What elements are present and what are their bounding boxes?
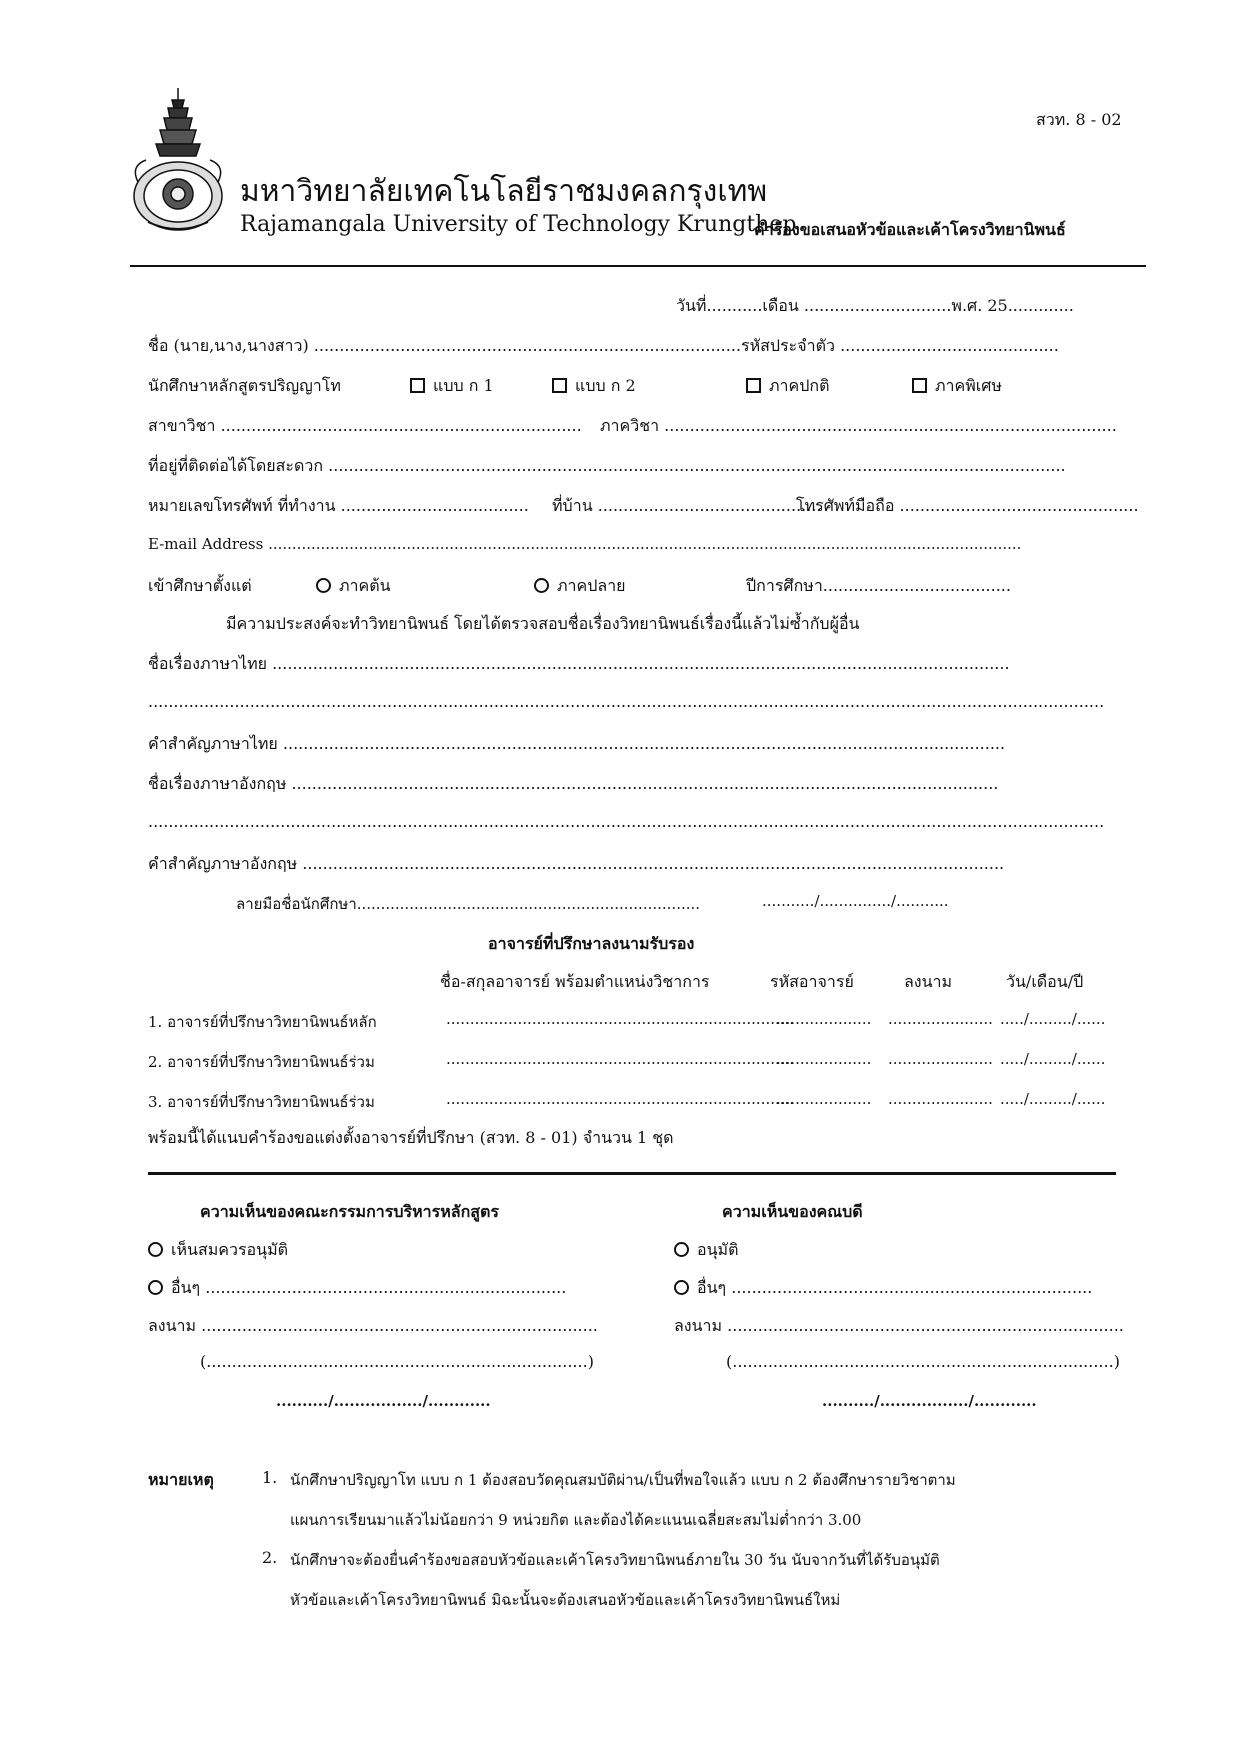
advisor-row-name: ......................................................................... xyxy=(446,1050,795,1068)
advisor-row-date: ...../........./...... xyxy=(1000,1050,1106,1068)
advisors-col-code: รหัสอาจารย์ xyxy=(770,972,854,991)
major-line: สาขาวิชา ....................................................................... xyxy=(148,416,582,435)
title-en-line: ชื่อเรื่องภาษาอังกฤษ ........................................................................................................................................... xyxy=(148,774,999,793)
note-1-number: 1. xyxy=(262,1468,278,1487)
advisor-row-code: .................... xyxy=(776,1010,872,1028)
phone-mobile-line: โทรศัพท์มือถือ ............................................... xyxy=(796,496,1139,515)
university-name-th: มหาวิทยาลัยเทคโนโลยีราชมงคลกรุงเทพ xyxy=(240,174,768,209)
attachment-note: พร้อมนี้ได้แนบคำร้องขอแต่งตั้งอาจารย์ที่ปรึกษา (สวท. 8 - 01) จำนวน 1 ชุด xyxy=(148,1128,674,1147)
note-2-line-2: หัวข้อและเค้าโครงวิทยานิพนธ์ มิฉะนั้นจะต้องเสนอหัวข้อและเค้าโครงวิทยานิพนธ์ใหม่ xyxy=(290,1591,841,1609)
dean-option-other[interactable]: อื่นๆ ....................................................................... xyxy=(674,1276,1092,1301)
program-option-regular[interactable]: ภาคปกติ xyxy=(746,374,829,399)
radio-dean-approve[interactable] xyxy=(674,1242,689,1257)
student-signature-line: ลายมือชื่อนักศึกษา........................................................................ xyxy=(236,895,701,913)
advisor-row-sign: ...................... xyxy=(888,1090,993,1108)
radio-first-semester[interactable] xyxy=(316,578,331,593)
advisor-row-name: ......................................................................... xyxy=(446,1010,795,1028)
committee-option-approve[interactable]: เห็นสมควรอนุมัติ xyxy=(148,1238,288,1263)
university-seal-logo xyxy=(128,86,228,234)
phone-home-line: ที่บ้าน ............................................ xyxy=(552,496,822,515)
section-divider xyxy=(148,1172,1116,1175)
advisors-heading: อาจารย์ที่ปรึกษาลงนามรับรอง xyxy=(488,934,695,953)
enroll-option-first[interactable]: ภาคต้น xyxy=(316,574,391,599)
checkbox-a2[interactable] xyxy=(552,378,567,393)
student-date-line: .........../.............../........... xyxy=(762,892,949,910)
dean-heading: ความเห็นของคณบดี xyxy=(722,1202,863,1221)
advisor-row-label: 3. อาจารย์ที่ปรึกษาวิทยานิพนธ์ร่วม xyxy=(148,1093,375,1111)
advisor-row-sign: ...................... xyxy=(888,1050,993,1068)
date-line: วันที่...........เดือน .............................พ.ศ. 25............. xyxy=(676,296,1074,315)
enroll-option-second[interactable]: ภาคปลาย xyxy=(534,574,626,599)
phone-work-line: หมายเลขโทรศัพท์ ที่ทำงาน ..................................... xyxy=(148,496,529,515)
enroll-label: เข้าศึกษาตั้งแต่ xyxy=(148,576,252,595)
checkbox-regular[interactable] xyxy=(746,378,761,393)
academic-year-line: ปีการศึกษา..................................... xyxy=(746,576,1011,595)
checkbox-a1[interactable] xyxy=(410,378,425,393)
address-line: ที่อยู่ที่ติดต่อได้โดยสะดวก ................................................................................................................................................. xyxy=(148,456,1066,475)
advisors-col-sign: ลงนาม xyxy=(904,972,953,991)
notes-label: หมายเหตุ xyxy=(148,1470,214,1489)
header-divider xyxy=(130,265,1146,267)
program-label: นักศึกษาหลักสูตรปริญญาโท xyxy=(148,376,341,395)
name-line: ชื่อ (นาย,นาง,นางสาว) ....................................................................................รหัสประจำตัว ........................................... xyxy=(148,336,1059,355)
advisor-row-sign: ...................... xyxy=(888,1010,993,1028)
form-code: สวท. 8 - 02 xyxy=(1036,110,1122,129)
email-line: E-mail Address .............................................................................................................................................................. xyxy=(148,535,1022,553)
committee-sign-line: ลงนาม .............................................................................. xyxy=(148,1316,598,1335)
committee-date-line: ........../................./............ xyxy=(276,1392,491,1410)
title-th-line: ชื่อเรื่องภาษาไทย ................................................................................................................................................. xyxy=(148,654,1010,673)
note-2-number: 2. xyxy=(262,1548,278,1567)
note-1-line-2: แผนการเรียนมาแล้วไม่น้อยกว่า 9 หน่วยกิต และต้องได้คะแนนเฉลี่ยสะสมไม่ต่ำกว่า 3.00 xyxy=(290,1511,862,1529)
intent-statement: มีความประสงค์จะทำวิทยานิพนธ์ โดยได้ตรวจสอบชื่อเรื่องวิทยานิพนธ์เรื่องนี้แล้วไม่ซ้ำกับผู้อื่น xyxy=(226,614,860,633)
radio-committee-other[interactable] xyxy=(148,1280,163,1295)
advisor-row-name: ......................................................................... xyxy=(446,1090,795,1108)
dean-sign-line: ลงนาม .............................................................................. xyxy=(674,1316,1124,1335)
note-2-line-1: นักศึกษาจะต้องยื่นคำร้องขอสอบหัวข้อและเค้าโครงวิทยานิพนธ์ภายใน 30 วัน นับจากวันที่ได้รับอนุมัติ xyxy=(290,1551,940,1569)
program-option-special[interactable]: ภาคพิเศษ xyxy=(912,374,1002,399)
advisor-row-label: 2. อาจารย์ที่ปรึกษาวิทยานิพนธ์ร่วม xyxy=(148,1053,375,1071)
advisor-row-code: .................... xyxy=(776,1090,872,1108)
radio-second-semester[interactable] xyxy=(534,578,549,593)
advisor-row-date: ...../........./...... xyxy=(1000,1010,1106,1028)
program-option-a1[interactable]: แบบ ก 1 xyxy=(410,374,494,399)
radio-committee-approve[interactable] xyxy=(148,1242,163,1257)
advisor-row-date: ...../........./...... xyxy=(1000,1090,1106,1108)
department-line: ภาควิชา ......................................................................................... xyxy=(600,416,1117,435)
committee-option-other[interactable]: อื่นๆ ....................................................................... xyxy=(148,1276,566,1301)
advisor-row-label: 1. อาจารย์ที่ปรึกษาวิทยานิพนธ์หลัก xyxy=(148,1013,377,1031)
note-1-line-1: นักศึกษาปริญญาโท แบบ ก 1 ต้องสอบวัดคุณสมบัติผ่าน/เป็นที่พอใจแล้ว แบบ ก 2 ต้องศึกษารายวิชาตาม xyxy=(290,1471,956,1489)
advisors-col-name: ชื่อ-สกุลอาจารย์ พร้อมตำแหน่งวิชาการ xyxy=(440,972,710,991)
committee-name-line: (...........................................................................) xyxy=(200,1352,594,1371)
checkbox-special[interactable] xyxy=(912,378,927,393)
title-th-continuation: ............................................................................................................................................................................................ xyxy=(148,692,1105,711)
advisors-col-date: วัน/เดือน/ปี xyxy=(1006,972,1084,991)
title-en-continuation: ............................................................................................................................................................................................ xyxy=(148,812,1105,831)
dean-option-approve[interactable]: อนุมัติ xyxy=(674,1238,738,1263)
radio-dean-other[interactable] xyxy=(674,1280,689,1295)
dean-date-line: ........../................./............ xyxy=(822,1392,1037,1410)
committee-heading: ความเห็นของคณะกรรมการบริหารหลักสูตร xyxy=(200,1202,500,1221)
advisor-row-code: .................... xyxy=(776,1050,872,1068)
university-name-en: Rajamangala University of Technology Krungthep xyxy=(240,212,797,237)
form-title: คำร้องขอเสนอหัวข้อและเค้าโครงวิทยานิพนธ์ xyxy=(754,220,1066,239)
keywords-th-line: คำสำคัญภาษาไทย .............................................................................................................................................. xyxy=(148,734,1006,753)
dean-name-line: (...........................................................................) xyxy=(726,1352,1120,1371)
keywords-en-line: คำสำคัญภาษาอังกฤษ .......................................................................................................................................... xyxy=(148,854,1005,873)
program-option-a2[interactable]: แบบ ก 2 xyxy=(552,374,636,399)
